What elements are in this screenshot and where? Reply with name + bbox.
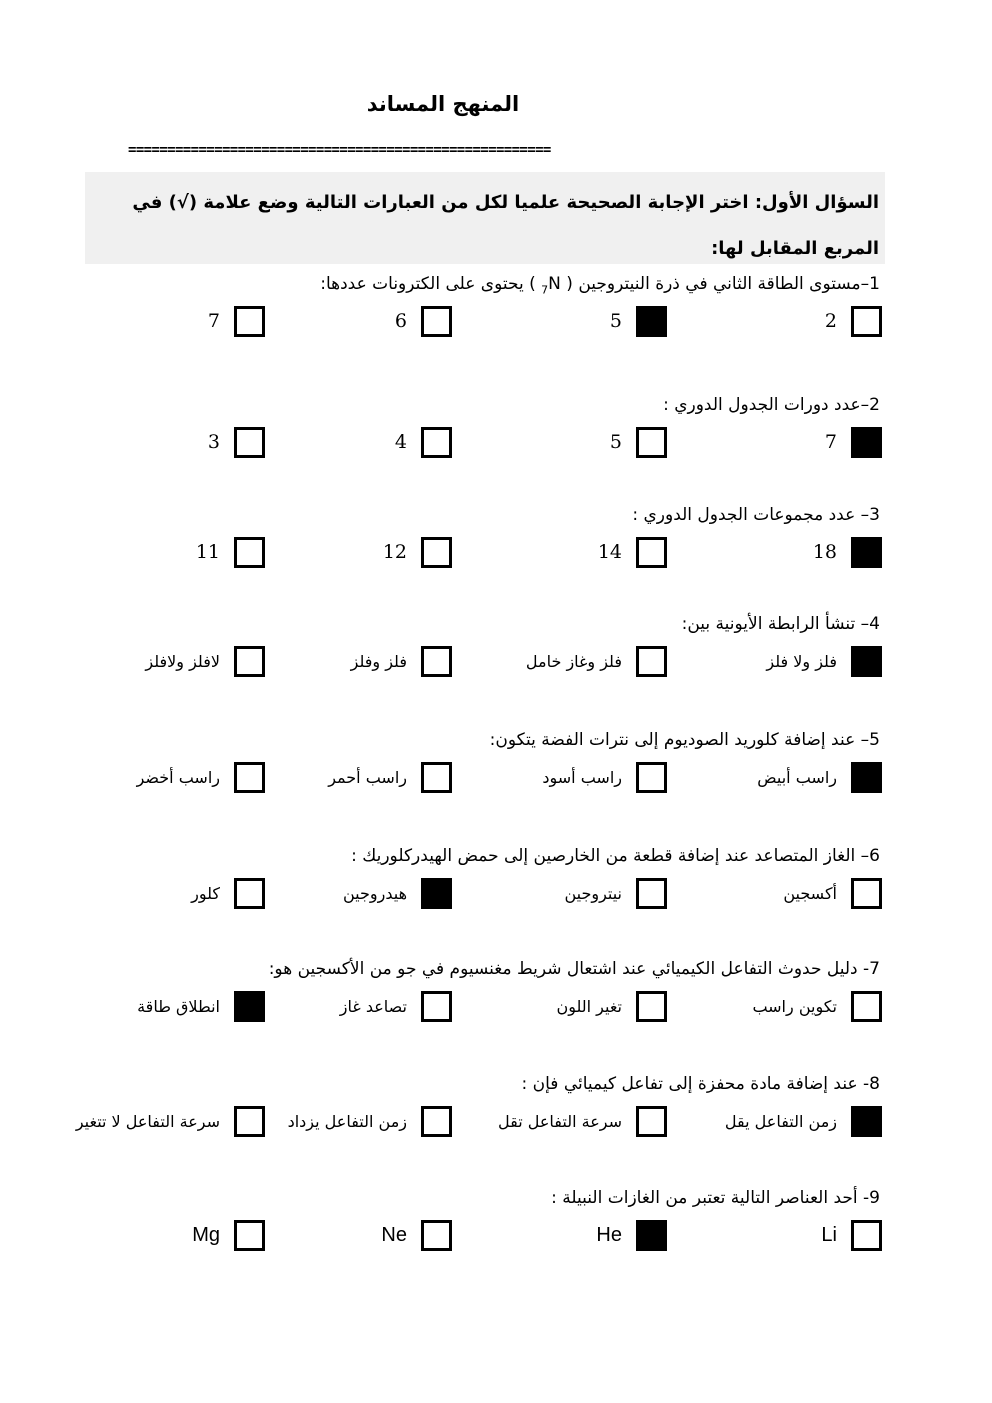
option-label: فلز وغاز خامل [525, 651, 622, 671]
option-1[interactable] [662, 876, 882, 910]
options-row [75, 1104, 880, 1144]
option-label: 5 [609, 310, 622, 332]
checked-checkbox[interactable] [851, 646, 882, 677]
option-4[interactable] [45, 1218, 265, 1252]
empty-checkbox[interactable] [421, 762, 452, 793]
option-label: تكوين راسب [752, 996, 837, 1016]
empty-checkbox[interactable] [234, 306, 265, 337]
option-label: 5 [609, 431, 622, 453]
empty-checkbox[interactable] [636, 878, 667, 909]
question-text: 3– عدد مجموعات الجدول الدوري : [632, 505, 880, 525]
options-row [90, 1218, 880, 1258]
question-8 [75, 1072, 880, 1144]
option-2[interactable] [447, 535, 667, 569]
option-label: انطلاق طاقة [137, 996, 220, 1016]
empty-checkbox[interactable] [234, 427, 265, 458]
question-instruction: السؤال الأول: اختر الإجابة الصحيحة علميا لكل من العبارات التالية وضع علامة (√) في المربع المقابل لها: [85, 172, 885, 264]
question-9 [90, 1186, 880, 1258]
question-text: 7- دليل حدوث التفاعل الكيميائي عند اشتعال شريط مغنسيوم في جو من الأكسجين هو: [268, 959, 880, 979]
option-label: 14 [597, 541, 622, 563]
option-4[interactable] [45, 1104, 265, 1138]
options-row [90, 535, 880, 575]
option-label: Li [821, 1223, 837, 1246]
option-3[interactable] [232, 304, 452, 338]
question-text: 9- أحد العناصر التالية تعتبر من الغازات النبيلة : [551, 1188, 880, 1208]
empty-checkbox[interactable] [636, 427, 667, 458]
empty-checkbox[interactable] [851, 1220, 882, 1251]
options-row [90, 304, 880, 344]
option-label: 2 [824, 310, 837, 332]
option-label: فلز وفلز [350, 651, 407, 671]
option-2[interactable] [447, 304, 667, 338]
empty-checkbox[interactable] [636, 762, 667, 793]
question-text: 1–مستوى الطاقة الثاني في ذرة النيتروجين ( $_7$N ) يحتوى على الكترونات عددها: [320, 274, 880, 297]
option-2[interactable] [447, 644, 667, 678]
empty-checkbox[interactable] [421, 537, 452, 568]
option-label: هيدروجين [342, 883, 407, 903]
empty-checkbox[interactable] [421, 646, 452, 677]
option-label: تصاعد غاز [339, 996, 407, 1016]
option-label: 6 [394, 310, 407, 332]
option-2[interactable] [447, 1104, 667, 1138]
question-text: 6– الغاز المتصاعد عند إضافة قطعة من الخارصين إلى حمض الهيدركلوريك : [351, 846, 880, 866]
option-label: سرعة التفاعل لا تتغير [75, 1111, 220, 1131]
option-3[interactable] [232, 425, 452, 459]
option-label: كلور [191, 883, 220, 903]
question-6 [90, 844, 880, 916]
empty-checkbox[interactable] [234, 537, 265, 568]
option-1[interactable] [662, 644, 882, 678]
option-4[interactable] [45, 425, 265, 459]
empty-checkbox[interactable] [851, 878, 882, 909]
page-title: المنهج المساند [366, 92, 520, 116]
option-1[interactable] [662, 989, 882, 1023]
option-3[interactable] [232, 989, 452, 1023]
option-2[interactable] [447, 760, 667, 794]
empty-checkbox[interactable] [234, 646, 265, 677]
empty-checkbox[interactable] [851, 991, 882, 1022]
options-row [90, 760, 880, 800]
empty-checkbox[interactable] [421, 306, 452, 337]
checked-checkbox[interactable] [851, 762, 882, 793]
option-1[interactable] [662, 760, 882, 794]
option-4[interactable] [45, 644, 265, 678]
empty-checkbox[interactable] [421, 427, 452, 458]
option-2[interactable] [447, 425, 667, 459]
checked-checkbox[interactable] [851, 1106, 882, 1137]
option-label: Ne [381, 1223, 407, 1246]
option-3[interactable] [232, 1218, 452, 1252]
option-label: زمن التفاعل يزداد [287, 1111, 407, 1131]
question-4 [90, 612, 880, 684]
checked-checkbox[interactable] [421, 878, 452, 909]
empty-checkbox[interactable] [636, 1106, 667, 1137]
checked-checkbox[interactable] [234, 991, 265, 1022]
option-1[interactable] [662, 304, 882, 338]
checked-checkbox[interactable] [636, 306, 667, 337]
option-3[interactable] [232, 1104, 452, 1138]
option-label: سرعة التفاعل تقل [498, 1111, 622, 1131]
option-label: 11 [195, 541, 220, 563]
option-1[interactable] [662, 1104, 882, 1138]
option-3[interactable] [232, 535, 452, 569]
question-text: 4– تنشأ الرابطة الأيونية بين: [681, 614, 880, 634]
option-4[interactable] [45, 876, 265, 910]
option-label: راسب أسود [542, 767, 622, 787]
options-row [90, 989, 880, 1029]
checked-checkbox[interactable] [851, 537, 882, 568]
option-label: He [596, 1223, 622, 1246]
question-5 [90, 728, 880, 800]
option-label: 3 [207, 431, 220, 453]
option-label: 4 [394, 431, 407, 453]
option-2[interactable] [447, 876, 667, 910]
options-row [90, 644, 880, 684]
option-2[interactable] [447, 1218, 667, 1252]
option-label: لافلز ولافلز [145, 651, 220, 671]
option-4[interactable] [45, 760, 265, 794]
option-label: 18 [812, 541, 837, 563]
question-3 [90, 503, 880, 575]
option-label: فلز ولا فلز [766, 651, 837, 671]
checked-checkbox[interactable] [636, 1220, 667, 1251]
question-2 [90, 393, 880, 465]
empty-checkbox[interactable] [421, 991, 452, 1022]
option-3[interactable] [232, 644, 452, 678]
options-row [90, 425, 880, 465]
empty-checkbox[interactable] [851, 306, 882, 337]
option-label: راسب أبيض [757, 767, 837, 787]
question-text: 2–عدد دورات الجدول الدوري : [663, 395, 880, 415]
option-label: 7 [207, 310, 220, 332]
empty-checkbox[interactable] [234, 1220, 265, 1251]
separator-rule: ====================================================== [128, 142, 551, 158]
option-1[interactable] [662, 535, 882, 569]
question-7 [90, 957, 880, 1029]
option-label: نيتروجين [564, 883, 622, 903]
option-label: راسب أحمر [328, 767, 407, 787]
option-3[interactable] [232, 760, 452, 794]
empty-checkbox[interactable] [234, 878, 265, 909]
options-row [90, 876, 880, 916]
option-label: راسب أخضر [136, 767, 220, 787]
option-2[interactable] [447, 989, 667, 1023]
option-label: Mg [192, 1223, 220, 1246]
empty-checkbox[interactable] [234, 762, 265, 793]
question-text: 8- عند إضافة مادة محفزة إلى تفاعل كيميائي فإن : [521, 1074, 880, 1094]
option-label: أكسجين [783, 883, 837, 903]
option-label: تغير اللون [556, 996, 622, 1016]
option-3[interactable] [232, 876, 452, 910]
empty-checkbox[interactable] [636, 991, 667, 1022]
option-label: 12 [382, 541, 407, 563]
option-label: زمن التفاعل يقل [724, 1111, 837, 1131]
option-label: 7 [824, 431, 837, 453]
empty-checkbox[interactable] [421, 1220, 452, 1251]
empty-checkbox[interactable] [234, 1106, 265, 1137]
option-1[interactable] [662, 425, 882, 459]
empty-checkbox[interactable] [636, 537, 667, 568]
question-text: 5– عند إضافة كلوريد الصوديوم إلى نترات الفضة يتكون: [489, 730, 880, 750]
question-1 [90, 272, 880, 344]
option-4[interactable] [45, 535, 265, 569]
option-4[interactable] [45, 304, 265, 338]
option-1[interactable] [662, 1218, 882, 1252]
option-4[interactable] [45, 989, 265, 1023]
checked-checkbox[interactable] [851, 427, 882, 458]
empty-checkbox[interactable] [421, 1106, 452, 1137]
empty-checkbox[interactable] [636, 646, 667, 677]
